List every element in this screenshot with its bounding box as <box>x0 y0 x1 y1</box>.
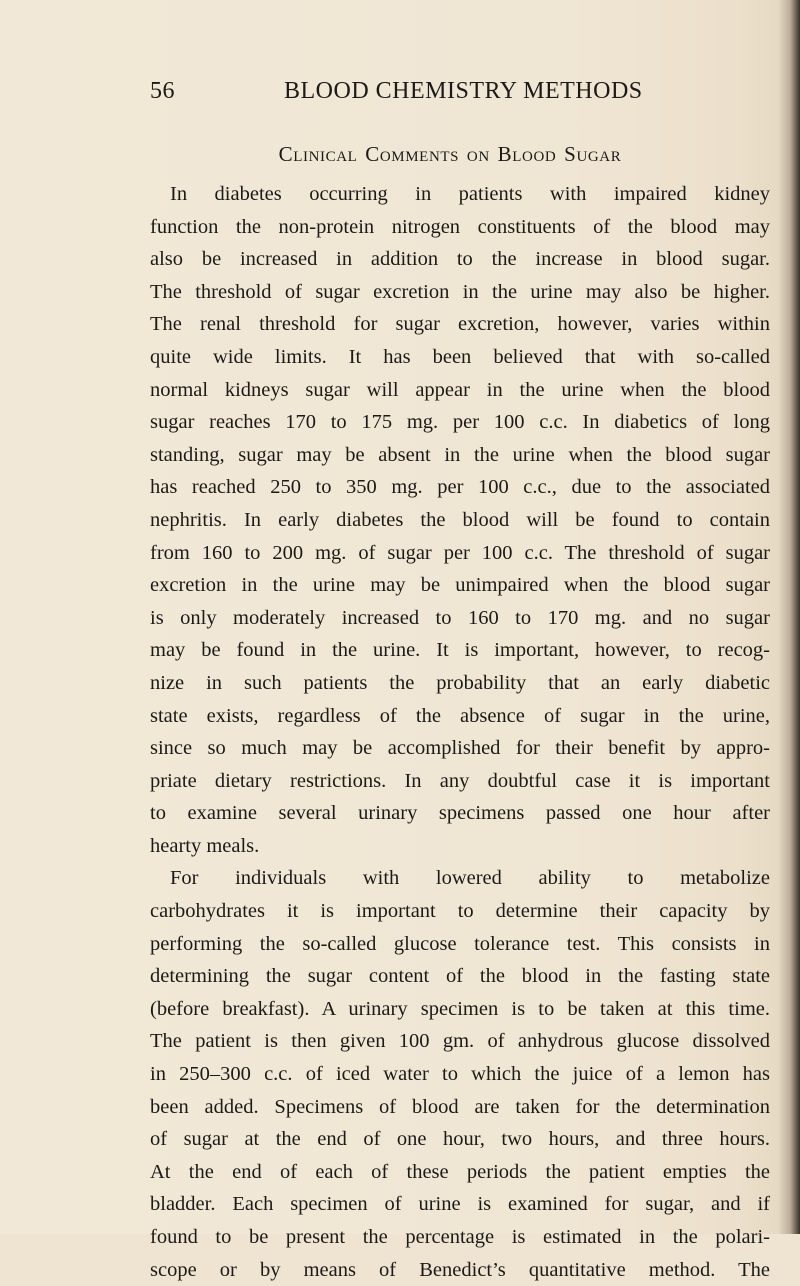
text-line: been added. Specimens of blood are taken for the determination <box>150 1095 770 1118</box>
text-line: state exists, regardless of the absence of sugar in the urine, <box>150 704 770 727</box>
text-line: standing, sugar may be absent in the urine when the blood sugar <box>150 443 770 466</box>
text-line: bladder. Each specimen of urine is examined for sugar, and if <box>150 1193 770 1216</box>
running-head <box>150 78 750 118</box>
text-line: In diabetes occurring in patients with impaired kidney <box>170 183 770 205</box>
text-line: sugar reaches 170 to 175 mg. per 100 c.c. In diabetics of long <box>150 411 770 434</box>
text-line: in 250–300 c.c. of iced water to which the juice of a lemon has <box>150 1063 770 1086</box>
text-line: since so much may be accomplished for their benefit by appro- <box>150 737 770 760</box>
text-line: nize in such patients the probability that an early diabetic <box>150 671 770 694</box>
text-line: quite wide limits. It has been believed that with so-called <box>150 345 770 368</box>
text-line: of sugar at the end of one hour, two hours, and three hours. <box>150 1128 770 1151</box>
text-line: For individuals with lowered ability to metabolize <box>170 867 770 890</box>
text-line: carbohydrates it is important to determine their capacity by <box>150 900 770 923</box>
binding-edge-shadow <box>778 0 800 1234</box>
text-line: hearty meals. <box>150 834 260 857</box>
running-title: BLOOD CHEMISTRY METHODS <box>284 78 643 104</box>
text-line: is only moderately increased to 160 to 170 mg. and no sugar <box>150 606 770 629</box>
text-line: function the non-protein nitrogen constituents of the blood may <box>150 215 770 238</box>
text-line: found to be present the percentage is estimated in the polari- <box>150 1226 770 1248</box>
text-line: priate dietary restrictions. In any doubtful case it is important <box>150 769 770 792</box>
text-line: nephritis. In early diabetes the blood will be found to contain <box>150 508 770 531</box>
text-line: The threshold of sugar excretion in the urine may also be higher. <box>150 280 770 303</box>
page-number: 56 <box>150 78 175 104</box>
text-line: has reached 250 to 350 mg. per 100 c.c., due to the associated <box>150 476 770 499</box>
body-text <box>150 178 770 1286</box>
text-line: The renal threshold for sugar excretion, however, varies within <box>150 313 770 336</box>
text-line: (before breakfast). A urinary specimen is to be taken at this time. <box>150 997 770 1020</box>
text-line: also be increased in addition to the increase in blood sugar. <box>150 248 770 271</box>
text-line: performing the so-called glucose tolerance test. This consists in <box>150 932 770 955</box>
text-line: The patient is then given 100 gm. of anhydrous glucose dissolved <box>150 1030 770 1053</box>
text-line: normal kidneys sugar will appear in the urine when the blood <box>150 378 770 401</box>
text-line: scope or by means of Benedict’s quantitative method. The <box>150 1258 770 1281</box>
text-line: excretion in the urine may be unimpaired when the blood sugar <box>150 574 770 597</box>
text-line: from 160 to 200 mg. of sugar per 100 c.c. The threshold of sugar <box>150 541 770 564</box>
text-line: to examine several urinary specimens passed one hour after <box>150 802 770 825</box>
section-heading: Clinical Comments on Blood Sugar <box>278 142 622 166</box>
text-line: determining the sugar content of the blood in the fasting state <box>150 965 770 988</box>
text-line: At the end of each of these periods the patient empties the <box>150 1160 770 1183</box>
text-line: may be found in the urine. It is important, however, to recog- <box>150 639 770 662</box>
